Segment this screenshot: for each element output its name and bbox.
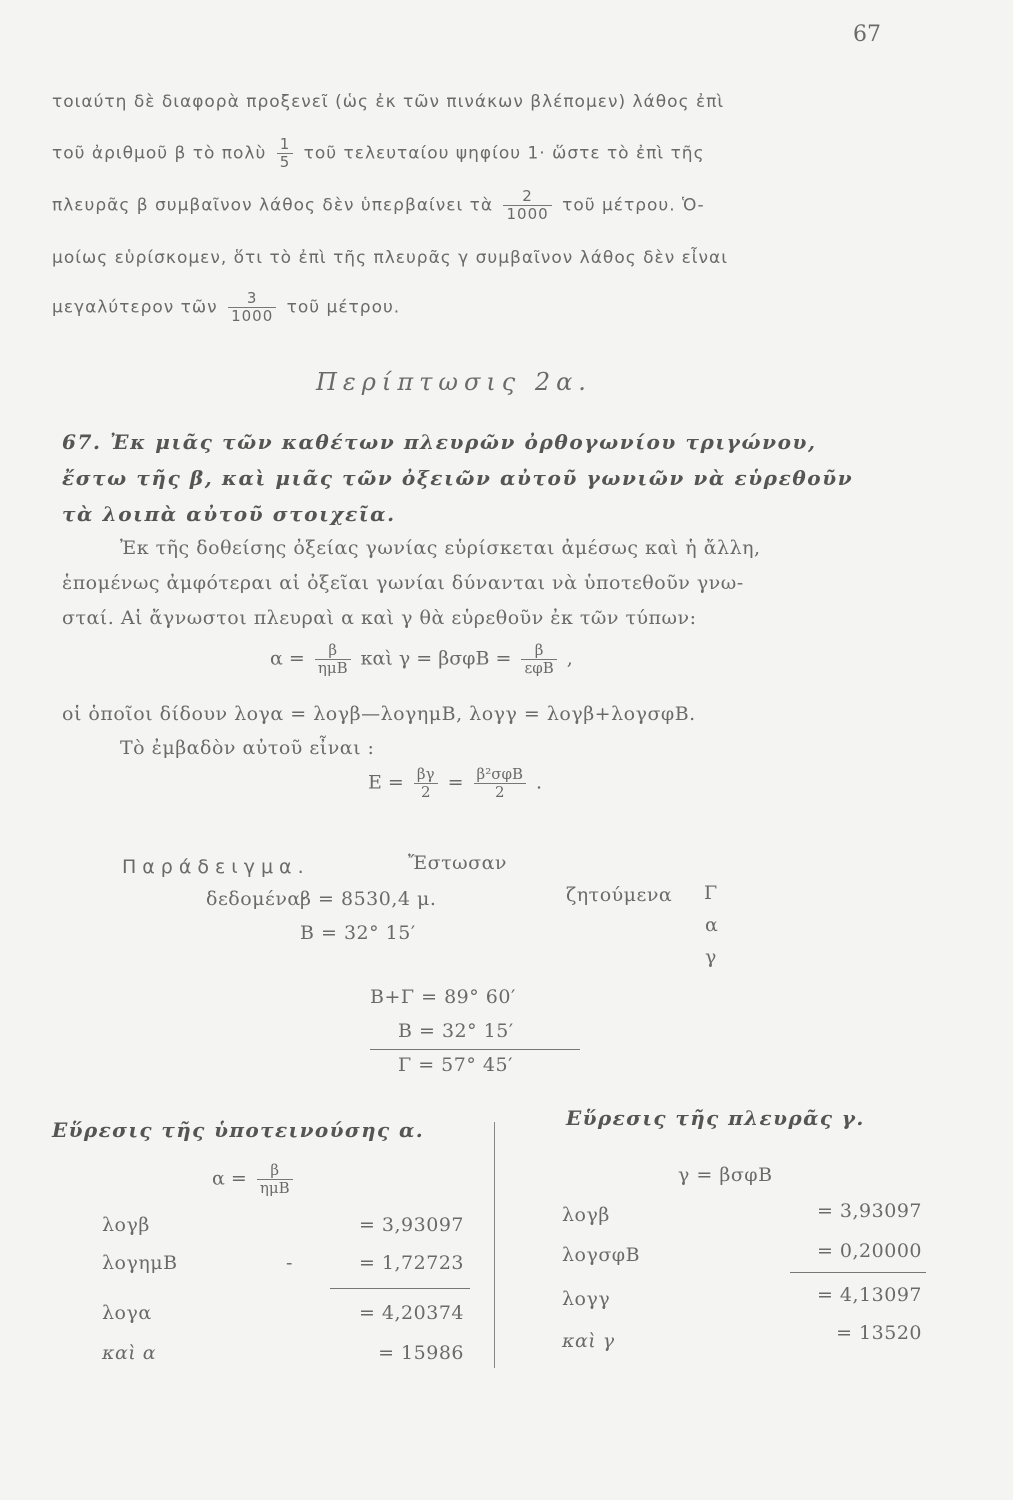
- intro-line-4: μοίως εὑρίσκομεν, ὅτι τὸ ἐπὶ τῆς πλευρᾶς γ συμβαῖνον λάθος δὲν εἶναι: [52, 248, 728, 268]
- fraction-b-over-tanB: [521, 642, 556, 677]
- left-dash: -: [286, 1252, 293, 1274]
- intro-line-5: [52, 290, 400, 325]
- example-sought-label: ζητούμενα: [566, 884, 673, 906]
- fraction-numerator: β: [270, 1161, 280, 1179]
- left-heading: Εὕρεσις τῆς ὑποτεινούσης α.: [52, 1118, 425, 1142]
- area-lhs: E =: [368, 771, 404, 794]
- calc-Gamma: Γ = 57° 45′: [398, 1054, 513, 1076]
- fraction-denominator: ημB: [257, 1179, 293, 1197]
- fraction-three-thousandths: [228, 290, 276, 325]
- formula-middle: καὶ γ = βσφB =: [360, 647, 512, 670]
- fraction-denominator: εφB: [521, 659, 556, 677]
- intro-line-2-post: τοῦ τελευταίου ψηφίου 1· ὥστε τὸ ἐπὶ τῆς: [303, 143, 705, 164]
- fraction-denominator: 2: [414, 783, 438, 801]
- intro-line-3: [52, 188, 705, 223]
- fraction-numerator: 1: [279, 135, 291, 153]
- fraction-b-over-sinB-left: [257, 1162, 293, 1197]
- left-row-label: λογβ: [102, 1214, 150, 1236]
- area-tail: .: [536, 771, 543, 794]
- fraction-numerator: 3: [246, 289, 258, 307]
- right-row-value: = 0,20000: [816, 1240, 922, 1262]
- left-row-label: λογημB: [102, 1252, 178, 1274]
- left-row-label: λογα: [102, 1302, 152, 1324]
- right-row-label: λογγ: [562, 1288, 611, 1310]
- fraction-denominator: 5: [277, 153, 294, 171]
- sought-gamma-angle: Γ: [704, 882, 718, 904]
- formula-tail: ,: [566, 647, 573, 670]
- fraction-denominator: 1000: [228, 307, 276, 325]
- right-sum-rule: [790, 1272, 926, 1273]
- column-divider: [494, 1122, 495, 1368]
- fraction-denominator: 1000: [503, 205, 551, 223]
- intro-line-2-pre: τοῦ ἀριθμοῦ β τὸ πολὺ: [52, 143, 267, 164]
- section-line-2: ἔστω τῆς β, καὶ μιᾶς τῶν ὀξειῶν αὐτοῦ γωνιῶν νὰ εὑρεθοῦν: [62, 466, 854, 490]
- example-given-label: δεδομένα·: [206, 888, 308, 910]
- fraction-numerator: 2: [522, 187, 533, 205]
- formula-lhs: α =: [270, 647, 305, 670]
- example-given-B: B = 32° 15′: [300, 922, 416, 944]
- sought-alpha: α: [705, 914, 719, 936]
- intro-line-2: [52, 136, 705, 171]
- body-line-1: Ἐκ τῆς δοθείσης ὀξείας γωνίας εὑρίσκεται ἀμέσως καὶ ἡ ἄλλη,: [120, 537, 761, 559]
- right-row-value: = 3,93097: [816, 1200, 922, 1222]
- fraction-numerator: β²σφB: [476, 765, 523, 783]
- fraction-denominator: ημB: [315, 659, 351, 677]
- equals-sign: =: [447, 771, 464, 794]
- left-row-label: καὶ α: [102, 1342, 157, 1364]
- fraction-bg-over-2: [414, 766, 438, 801]
- section-line-3: τὰ λοιπὰ αὐτοῦ στοιχεῖα.: [62, 502, 396, 526]
- area-formula: [368, 766, 542, 801]
- left-row-value: = 4,20374: [358, 1302, 464, 1324]
- left-row-value: = 1,72723: [358, 1252, 464, 1274]
- intro-line-5-pre: μεγαλύτερον τῶν: [52, 297, 218, 318]
- calc-B: B = 32° 15′: [398, 1020, 514, 1042]
- calc-rule: [370, 1049, 580, 1050]
- right-row-value: = 4,13097: [816, 1284, 922, 1306]
- left-sum-rule: [330, 1288, 470, 1289]
- intro-line-1: τοιαύτη δὲ διαφορὰ προξενεῖ (ὡς ἐκ τῶν πινάκων βλέπομεν) λάθος ἐπὶ: [52, 92, 725, 112]
- page-number: 67: [853, 22, 881, 47]
- fraction-numerator: βγ: [416, 765, 435, 783]
- fraction-b-over-sinB: [315, 642, 351, 677]
- right-formula: γ = βσφB: [678, 1164, 773, 1186]
- section-line-1: 67. Ἐκ μιᾶς τῶν καθέτων πλευρῶν ὀρθογωνίου τριγώνου,: [62, 430, 817, 454]
- intro-line-5-post: τοῦ μέτρου.: [286, 297, 401, 318]
- sought-gamma: γ: [705, 946, 717, 968]
- left-row-value: = 3,93097: [358, 1214, 464, 1236]
- fraction-b2cotB-over-2: [474, 766, 526, 801]
- left-formula: [212, 1162, 297, 1197]
- fraction-one-fifth: [277, 136, 294, 171]
- fraction-numerator: β: [328, 641, 338, 659]
- formula-sides: [270, 642, 573, 677]
- body-line-2: ἑπομένως ἀμφότεραι αἱ ὀξεῖαι γωνίαι δύνανται νὰ ὑποτεθοῦν γνω-: [62, 572, 744, 594]
- fraction-numerator: β: [534, 641, 544, 659]
- right-row-label: λογσφB: [562, 1244, 641, 1266]
- calc-sum: B+Γ = 89° 60′: [370, 986, 516, 1008]
- fraction-two-thousandths: [503, 188, 551, 223]
- area-intro: Τὸ ἐμβαδὸν αὐτοῦ εἶναι :: [120, 737, 375, 759]
- intro-line-3-post: τοῦ μέτρου. Ὁ-: [562, 195, 705, 216]
- left-formula-lhs: α =: [212, 1167, 247, 1190]
- log-formulas: οἱ ὁποῖοι δίδουν λογα = λογβ—λογημB, λογγ = λογβ+λογσφB.: [62, 703, 696, 725]
- example-estosan: Ἔστωσαν: [408, 852, 507, 874]
- left-row-value: = 15986: [378, 1342, 464, 1364]
- example-given-b: β = 8530,4 μ.: [300, 888, 437, 910]
- intro-line-3-pre: πλευρᾶς β συμβαῖνον λάθος δὲν ὑπερβαίνει τὰ: [52, 195, 494, 216]
- example-title: Παράδειγμα.: [122, 856, 310, 878]
- right-row-label: λογβ: [562, 1204, 610, 1226]
- body-line-3: σταί. Αἱ ἄγνωστοι πλευραὶ α καὶ γ θὰ εὑρεθοῦν ἐκ τῶν τύπων:: [62, 607, 697, 629]
- case-heading: Περίπτωσις 2α.: [316, 368, 592, 396]
- right-row-value: = 13520: [836, 1322, 922, 1344]
- right-heading: Εὕρεσις τῆς πλευρᾶς γ.: [566, 1106, 865, 1130]
- fraction-denominator: 2: [474, 783, 526, 801]
- right-row-label: καὶ γ: [562, 1330, 615, 1352]
